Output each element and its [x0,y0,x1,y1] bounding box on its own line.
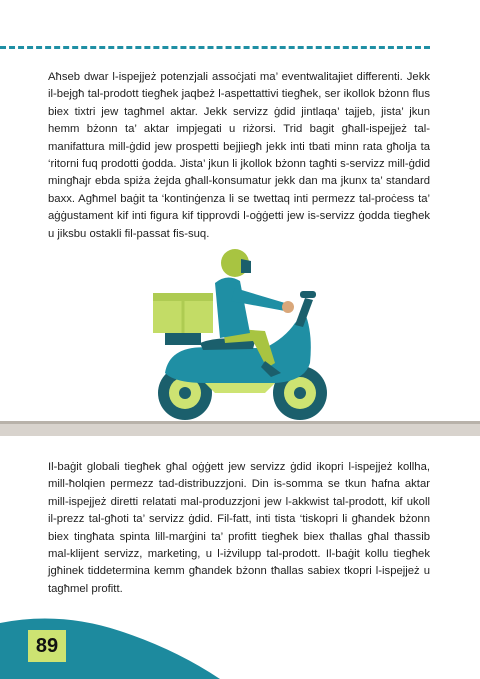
page-number-badge: 89 [28,630,66,662]
body-paragraph-top: Aħseb dwar l-ispejjeż potenzjali assoċjati ma’ eventwalitajiet differenti. Jekk il-bejgħ tal-prodott tiegħek jaqbeż l-aspettattivi tiegħek, ser ikollok bżonn flus biex tixtri jew tagħmel aktar. Jekk servizz ġdid jintlaqa’ tajjeb, jista’ jkun hemm bżonn ta’ aktar impjegati u riżorsi. Trid bagit għall-ispejjeż tal-manifattura mill-ġdid jew prospetti bejjiegħ jekk inti tbati minn rata għolja ta ‘ritorni fuq prodotti ġodda. Jista’ jkun li jkollok bżonn tagħti s-servizz mill-ġdid mingħajr ebda spiża żejda għall-konsumatur jekk dan ma jkunx ta’ standard baxx. Agħmel baġit ta ‘kontinġenza li se twettaq inti permezz tal-proċess ta’ aġġustament kif inti figura kif tipprovdi l-oġġetti jew is-servizz ġodda tiegħek u jiksbu ostakli fil-passat fis-suq. [48,71,430,240]
dashed-divider [0,46,430,49]
delivery-scooter-rider-icon [145,243,335,433]
body-paragraph-bottom: Il-baġit globali tiegħek għal oġġett jew servizz ġdid ikopri l-ispejjeż kollha, mill-ħolqien permezz tad-distribuzzjoni. Din is-somma se tkun ħafna aktar mill-ispejjeż diretti relatati mal-produzzjoni jew l-akkwist tal-prodott, kif ukoll il-prezz tal-għoti ta’ servizz ġdid. Fil-fatt, inti tista ‘tiskopri li għandek bżonn biex tingħata spinta lill-marġini ta’ profitt tiegħek biex tħallas għal tħassib mal-klijent servizz, marketing, u l-iżvilupp tal-prodott. Il-baġit kollu tiegħek jgħinek tiddetermina kemm għandek bżonn tħallas sabiex tkopri l-ispejjeż u tagħmel profitt. [48,461,430,595]
